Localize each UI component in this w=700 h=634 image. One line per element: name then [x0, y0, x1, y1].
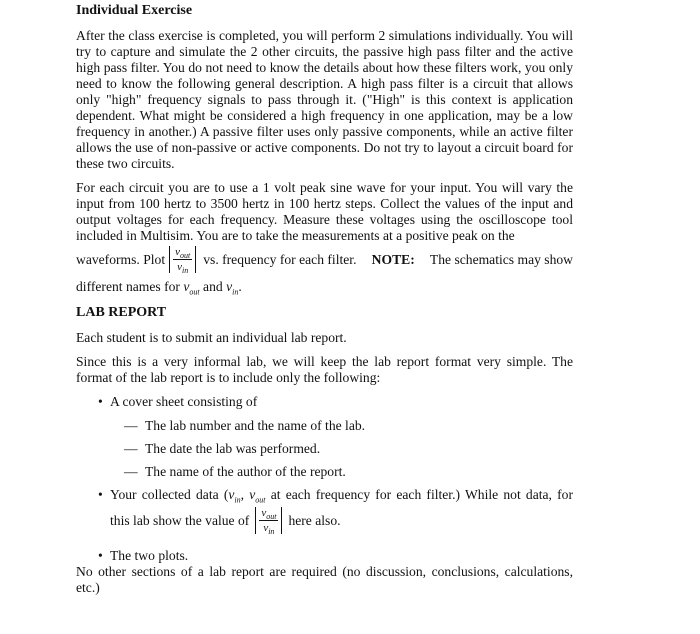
paragraph-intro: After the class exercise is completed, you will perform 2 simulations individually. You will try to capture and simulate the 2 other circuits, the passive high pass filter and the active high pass filter. You do not need to know the details about how these filters work, you only need to know the following general description. A high pass filter is a circuit that allows only "high" frequency signals to pass through it. ("High" is this context is application dependent. What might be considered a high frequency in one application, may be a low frequency in another.) A passive filter uses only passive components, while an active filter allows the use of non-passive or active components. Do not try to layout a circuit board for these two circuits. — [76, 28, 573, 171]
paragraph-format: Since this is a very informal lab, we will keep the lab report format very simple. The format of the lab report is to include only the following: — [76, 354, 573, 385]
sublist-item-author: — The name of the author of the report. — [124, 464, 346, 479]
fraction-numerator: $v_{out}$ — [175, 246, 191, 261]
heading-individual-exercise: Individual Exercise — [76, 3, 193, 18]
heading-lab-report: LAB REPORT — [76, 305, 167, 320]
document-page — [76, 3, 573, 604]
note-text: The schematics may show — [429, 251, 573, 267]
gain-fraction-1 — [169, 246, 196, 276]
var-vin: $v_{in}$ — [226, 279, 239, 297]
fraction-numerator: $v_{out}$ — [261, 507, 277, 522]
bullet-icon: • — [98, 548, 103, 563]
dash-icon: — — [124, 464, 138, 479]
sublist-item-date: — The date the lab was performed. — [124, 441, 321, 456]
list-item-plots: • The two plots. — [98, 548, 189, 563]
paragraph-procedure-plot-line — [76, 246, 573, 276]
list-item-collected-data — [76, 487, 573, 537]
sublist-item-lab-number: — The lab number and the name of the lab. — [124, 418, 366, 433]
paragraph-procedure — [76, 180, 573, 295]
paragraph-procedure-last-line: different names for $v_{out}$ and $v_{in}$. — [76, 279, 242, 297]
fraction-denominator: $v_{in}$ — [263, 522, 275, 537]
paragraph-submit: Each student is to submit an individual lab report. — [76, 330, 347, 345]
dash-icon: — — [124, 418, 138, 433]
fraction-denominator: $v_{in}$ — [177, 261, 189, 276]
plot-text-rest: vs. frequency for each filter. NOTE: The schematics may show — [203, 251, 573, 267]
paragraph-no-other-sections: No other sections of a lab report are required (no discussion, conclusions, calculations, etc.) — [76, 564, 573, 595]
note-label: NOTE: — [371, 251, 415, 267]
paragraph-procedure-main: For each circuit you are to use a 1 volt peak sine wave for your input. You will vary the input from 100 hertz to 3500 hertz in 100 hertz steps. Collect the values of the input and output voltages for each frequency. Measure these voltages using the oscilloscope tool included in Multisim. You are to take the measurements at a positive peak on the — [76, 180, 573, 243]
list-item-cover-sheet: • A cover sheet consisting of — The lab number and the name of the lab. — The date the lab was performed. — The name of the author of the report. — [76, 394, 573, 480]
bullet-icon: • — [98, 394, 103, 409]
cover-sheet-sublist — [110, 418, 573, 480]
var-vout: $v_{out}$ — [183, 279, 200, 297]
bullet-icon: • — [98, 487, 103, 502]
report-contents-list — [76, 394, 573, 564]
plot-text-waveforms: waveforms. Plot — [76, 251, 166, 267]
dash-icon: — — [124, 441, 138, 456]
var-vout: $v_{out}$ — [249, 487, 266, 505]
var-vin: $v_{in}$ — [228, 487, 241, 505]
collected-data-line2: this lab show the value of $\frac{v_{out}}{v_{in}}$ here also. — [110, 507, 341, 537]
collected-data-line1: Your collected data ($v_{in}$, $v_{out}$ at each frequency for each filter.) While not data, for — [110, 487, 573, 505]
gain-fraction-2 — [255, 507, 282, 537]
